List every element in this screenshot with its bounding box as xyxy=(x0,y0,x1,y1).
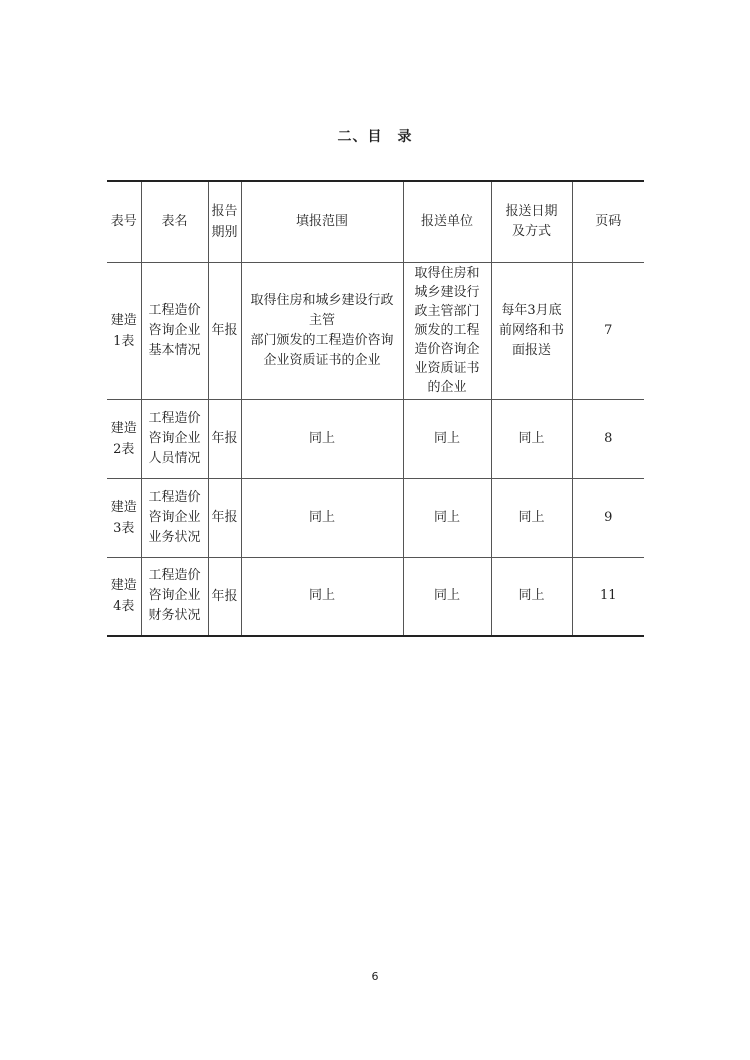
row-date: 每年3月底前网络和书面报送 xyxy=(491,262,572,399)
row-period: 年报 xyxy=(208,399,241,478)
page-title: 二、目 录 xyxy=(337,129,413,145)
row-period: 年报 xyxy=(208,557,241,636)
header-date: 报送日期及方式 xyxy=(491,181,572,262)
row-code: 建造3表 xyxy=(107,478,141,557)
header-period: 报告期别 xyxy=(208,181,241,262)
header-unit: 报送单位 xyxy=(403,181,491,262)
header-name: 表名 xyxy=(141,181,208,262)
row-period: 年报 xyxy=(208,478,241,557)
row-page: 11 xyxy=(572,557,644,636)
table-header-row xyxy=(107,181,644,262)
row-unit: 取得住房和城乡建设行政主管部门颁发的工程造价咨询企业资质证书的企业 xyxy=(403,262,491,399)
table-row xyxy=(107,399,644,478)
row-page: 7 xyxy=(572,262,644,399)
row-date: 同上 xyxy=(491,557,572,636)
row-name: 工程造价咨询企业基本情况 xyxy=(141,262,208,399)
table-row xyxy=(107,557,644,636)
row-code: 建造4表 xyxy=(107,557,141,636)
row-scope-line2: 部门颁发的工程造价咨询企业资质证书的企业 xyxy=(250,332,394,368)
row-code: 建造2表 xyxy=(107,399,141,478)
header-code: 表号 xyxy=(107,181,141,262)
row-code: 建造1表 xyxy=(107,262,141,399)
row-scope-line1: 取得住房和城乡建设行政主管 xyxy=(250,292,394,328)
row-scope: 同上 xyxy=(241,399,403,478)
row-period: 年报 xyxy=(208,262,241,399)
row-name: 工程造价咨询企业人员情况 xyxy=(141,399,208,478)
header-page: 页码 xyxy=(572,181,644,262)
row-scope xyxy=(241,262,403,399)
row-page: 8 xyxy=(572,399,644,478)
header-scope: 填报范围 xyxy=(241,181,403,262)
row-date: 同上 xyxy=(491,399,572,478)
catalog-table xyxy=(107,180,644,637)
row-scope: 同上 xyxy=(241,557,403,636)
table-row xyxy=(107,262,644,399)
row-unit: 同上 xyxy=(403,399,491,478)
row-page: 9 xyxy=(572,478,644,557)
row-date: 同上 xyxy=(491,478,572,557)
row-unit: 同上 xyxy=(403,478,491,557)
row-unit: 同上 xyxy=(403,557,491,636)
row-scope: 同上 xyxy=(241,478,403,557)
table-row xyxy=(107,478,644,557)
row-name: 工程造价咨询企业财务状况 xyxy=(141,557,208,636)
row-name: 工程造价咨询企业业务状况 xyxy=(141,478,208,557)
page-number: 6 xyxy=(371,970,379,983)
